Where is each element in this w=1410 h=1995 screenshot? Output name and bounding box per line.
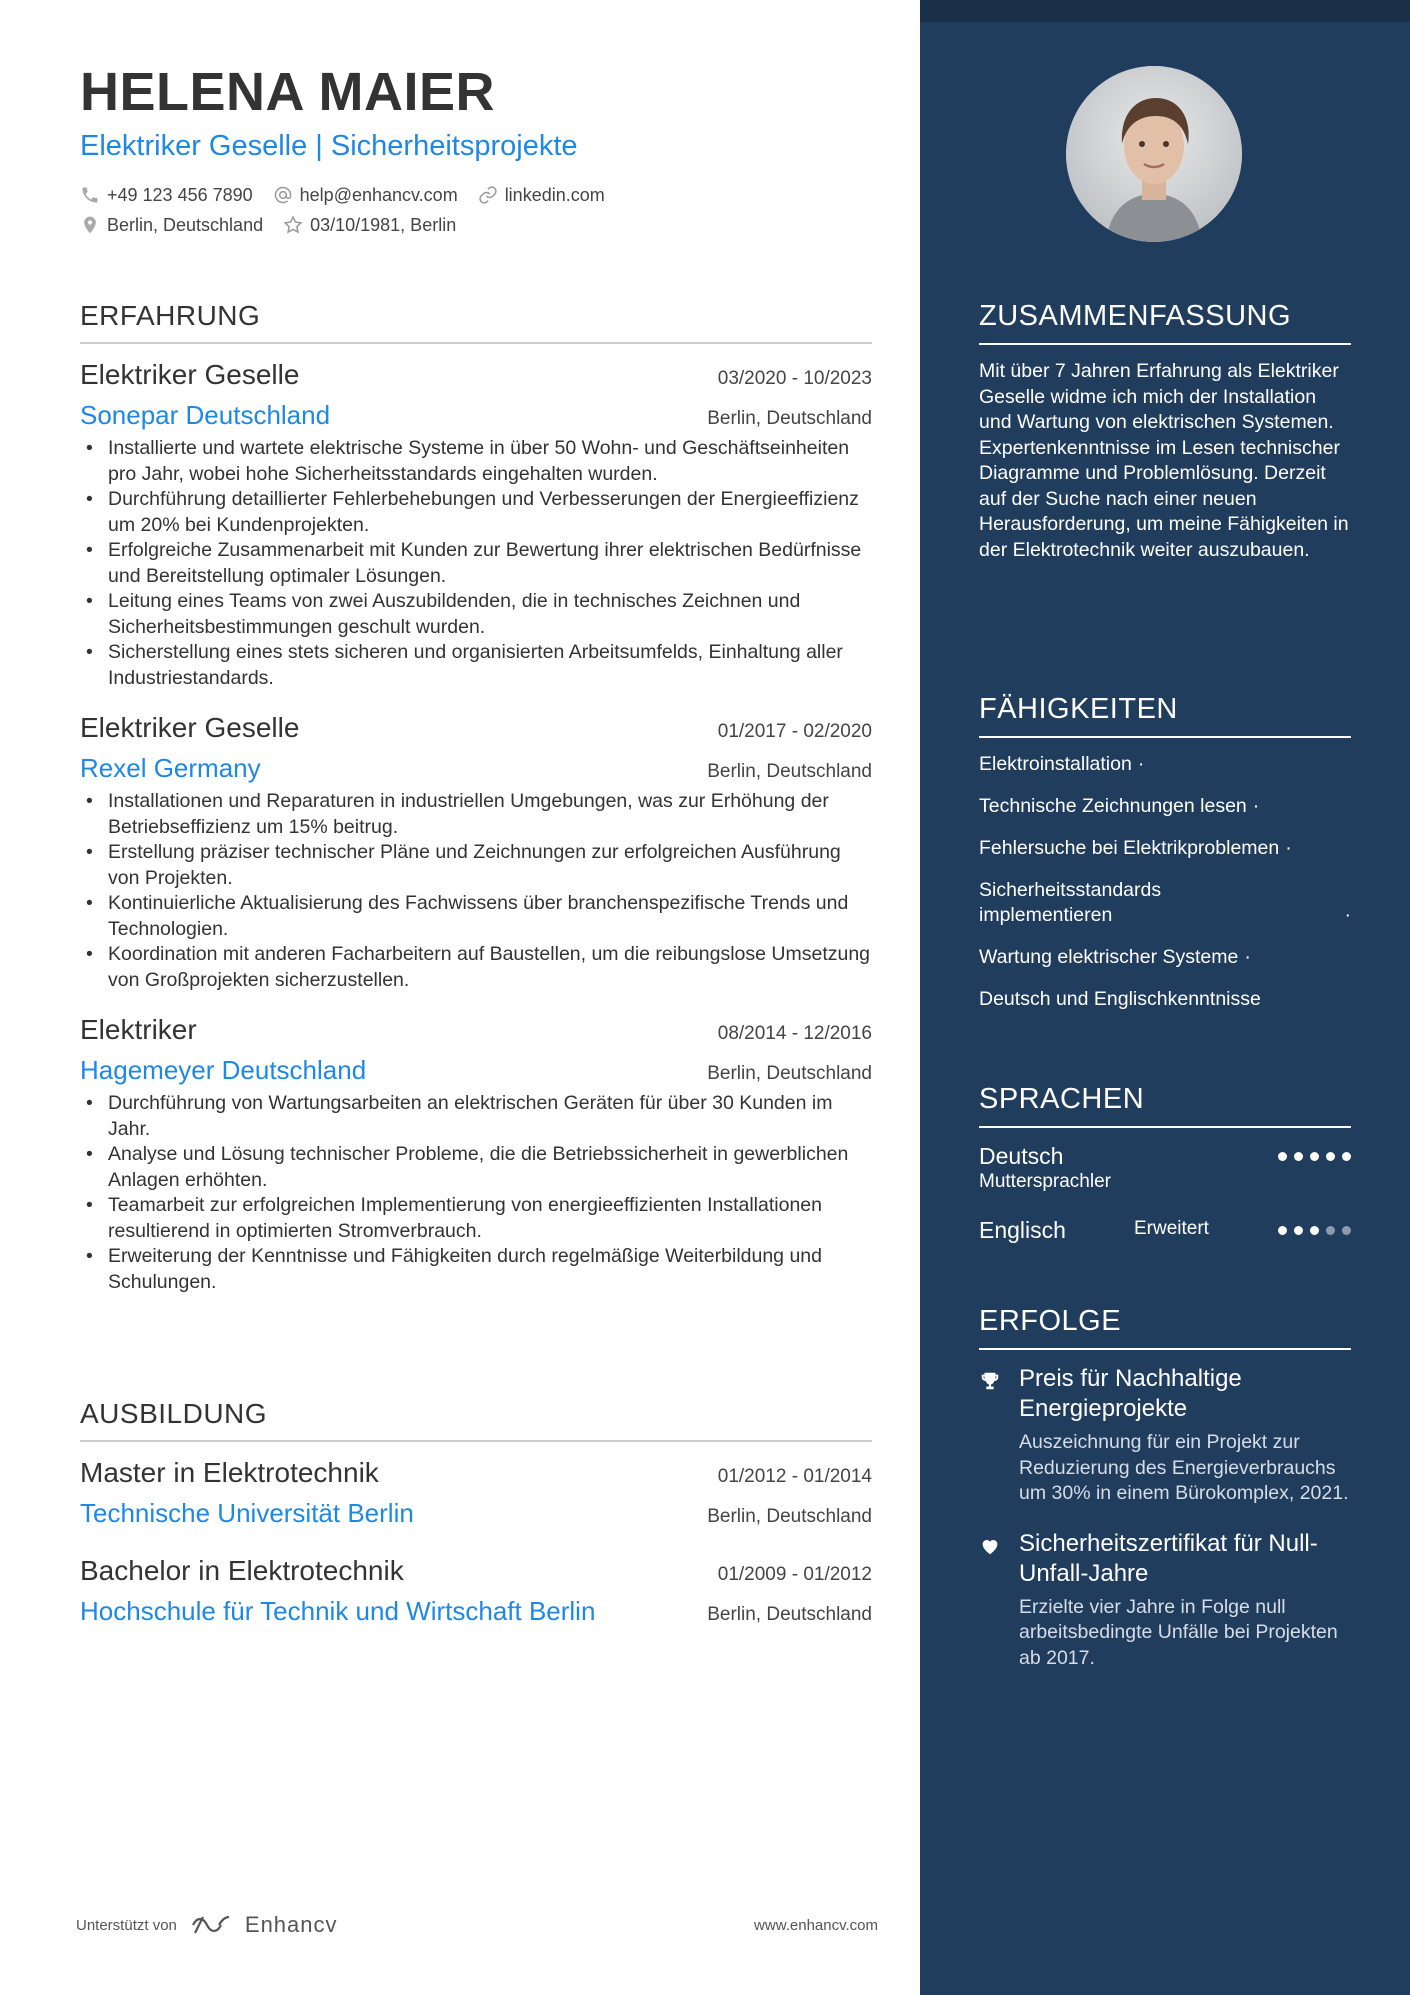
degree-title: Master in Elektrotechnik xyxy=(80,1457,379,1488)
candidate-name: HELENA MAIER xyxy=(80,62,496,122)
achievement-desc: Erzielte vier Jahre in Folge null arbeitsbedingte Unfälle bei Projekten ab 2017. xyxy=(1019,1595,1338,1669)
birth-contact xyxy=(283,215,456,236)
skill-label: Sicherheitsstandards implementieren xyxy=(979,879,1162,926)
language-rating xyxy=(1278,1226,1351,1235)
rating-dot-empty xyxy=(1342,1226,1351,1235)
skill-label: Wartung elektrischer Systeme xyxy=(979,946,1239,968)
language-item xyxy=(979,1142,1351,1194)
rating-dot-filled xyxy=(1278,1226,1287,1235)
summary-heading: ZUSAMMENFASSUNG xyxy=(979,300,1351,345)
languages-heading: SPRACHEN xyxy=(979,1083,1351,1128)
skill-label: Elektroinstallation xyxy=(979,753,1132,775)
contact-info xyxy=(80,180,872,240)
page-footer xyxy=(76,1912,878,1938)
experience-entry xyxy=(80,356,872,691)
footer-url[interactable]: www.enhancv.com xyxy=(754,1916,878,1934)
heart-icon xyxy=(979,1535,1001,1557)
rating-dot-filled xyxy=(1310,1152,1319,1161)
degree-title: Bachelor in Elektrotechnik xyxy=(80,1555,404,1586)
profile-photo-icon xyxy=(1066,66,1242,242)
education-section xyxy=(80,1398,872,1646)
rating-dot-filled xyxy=(1278,1152,1287,1161)
skill-item xyxy=(979,794,1351,819)
language-item xyxy=(979,1216,1351,1244)
candidate-title: Elektriker Geselle | Sicherheitsprojekte xyxy=(80,130,578,162)
enhancv-logo-icon xyxy=(189,1913,237,1937)
bullet-item: • Leitung eines Teams von zwei Auszubildenden, die in technisches Zeichnen und Sicherheitsbestimmungen geschult wurden. xyxy=(80,589,872,640)
job-bullets xyxy=(80,1091,872,1295)
skills-section xyxy=(979,693,1351,1029)
email-contact[interactable] xyxy=(273,185,458,206)
bullet-item: • Erstellung präziser technischer Pläne und Zeichnungen zur erfolgreichen Ausführung von Projekten. xyxy=(80,840,872,891)
powered-by xyxy=(76,1912,338,1938)
trophy-icon xyxy=(979,1370,1001,1392)
job-role: Elektriker Geselle xyxy=(80,712,300,743)
star-icon xyxy=(283,215,303,235)
bullet-item: • Installationen und Reparaturen in industriellen Umgebungen, was zur Erhöhung der Betriebseffizienz um 15% beitrug. xyxy=(80,789,872,840)
linkedin-text: linkedin.com xyxy=(504,184,605,205)
job-bullets xyxy=(80,436,872,691)
location-text: Berlin, Deutschland xyxy=(107,214,264,235)
birth-text: 03/10/1981, Berlin xyxy=(310,214,457,235)
achievement-title: Preis für Nachhaltige Energieprojekte xyxy=(1019,1365,1242,1422)
education-heading: AUSBILDUNG xyxy=(80,1398,872,1442)
achievement-title: Sicherheitszertifikat für Null-Unfall-Jahre xyxy=(1019,1529,1318,1587)
skill-separator: · xyxy=(1344,904,1351,926)
degree-date: 01/2009 - 01/2012 xyxy=(717,1564,872,1585)
bullet-item: • Erfolgreiche Zusammenarbeit mit Kunden zur Bewertung ihrer elektrischen Bedürfnisse und Bereitstellung optimaler Lösungen. xyxy=(80,538,872,589)
bullet-item: • Analyse und Lösung technischer Probleme, die die Betriebssicherheit in gewerblichen Anlagen erhöhten. xyxy=(80,1142,872,1193)
sidebar xyxy=(920,0,1410,1995)
job-role: Elektriker Geselle xyxy=(80,359,300,390)
linkedin-contact[interactable] xyxy=(478,185,605,206)
rating-dot-filled xyxy=(1310,1226,1319,1235)
brand-name: Enhancv xyxy=(244,1912,338,1937)
rating-dot-filled xyxy=(1294,1152,1303,1161)
job-bullets xyxy=(80,789,872,993)
powered-by-text: Unterstützt von xyxy=(76,1916,177,1934)
language-name: Englisch xyxy=(979,1217,1066,1243)
at-icon xyxy=(273,185,293,205)
summary-text: Mit über 7 Jahren Erfahrung als Elektriker Geselle widme ich mich der Installation und Wartung von elektrischen Systemen. Expertenkenntnisse im Lesen technischer Diagramme und Problemlösung. Derzeit auf der Suche nach einer neuen Herausforderung, um meine Fähigkeiten in der Elektrotechnik weiter auszubauen. xyxy=(979,360,1349,561)
bullet-item: • Erweiterung der Kenntnisse und Fähigkeiten durch regelmäßige Weiterbildung und Schulungen. xyxy=(80,1244,872,1295)
language-name: Deutsch xyxy=(979,1143,1064,1169)
experience-entry xyxy=(80,709,872,993)
phone-contact xyxy=(80,185,253,206)
sidebar-top-bar xyxy=(920,0,1410,22)
phone-icon xyxy=(80,185,100,205)
achievement-item xyxy=(979,1364,1351,1507)
skill-separator: · xyxy=(1285,837,1292,859)
language-rating xyxy=(1278,1152,1351,1161)
avatar xyxy=(1066,66,1242,242)
language-level: Muttersprachler xyxy=(979,1171,1111,1192)
school-name: Hochschule für Technik und Wirtschaft Berlin xyxy=(80,1596,596,1626)
location-pin-icon xyxy=(80,215,100,235)
job-location: Berlin, Deutschland xyxy=(707,1063,872,1084)
bullet-item: • Koordination mit anderen Facharbeitern auf Baustellen, um die reibungslose Umsetzung von Großprojekten sicherzustellen. xyxy=(80,942,872,993)
skill-separator: · xyxy=(1244,946,1251,968)
phone-text: +49 123 456 7890 xyxy=(107,184,253,205)
link-icon xyxy=(478,185,498,205)
experience-section xyxy=(80,300,872,1313)
achievement-item xyxy=(979,1529,1351,1672)
rating-dot-filled xyxy=(1342,1152,1351,1161)
location-contact xyxy=(80,215,263,236)
skill-label: Fehlersuche bei Elektrikproblemen xyxy=(979,837,1280,859)
education-entry xyxy=(80,1454,872,1530)
skill-item xyxy=(979,878,1351,928)
experience-entry xyxy=(80,1011,872,1295)
achievement-desc: Auszeichnung für ein Projekt zur Reduzierung des Energieverbrauchs um 30% in einem Bürokomplex, 2021. xyxy=(1019,1431,1349,1504)
education-entry xyxy=(80,1552,872,1628)
bullet-item: • Kontinuierliche Aktualisierung des Fachwissens über branchenspezifische Trends und Technologien. xyxy=(80,891,872,942)
skill-separator: · xyxy=(1137,753,1145,775)
degree-date: 01/2012 - 01/2014 xyxy=(717,1466,872,1487)
summary-section xyxy=(979,300,1351,563)
skill-label: Deutsch und Englischkenntnisse xyxy=(979,988,1261,1010)
language-level: Erweitert xyxy=(1134,1218,1209,1239)
bullet-item: • Durchführung von Wartungsarbeiten an elektrischen Geräten für über 30 Kunden im Jahr. xyxy=(80,1091,872,1142)
skill-item xyxy=(979,945,1351,970)
bullet-item: • Teamarbeit zur erfolgreichen Implementierung von energieeffizienten Installationen resultierend in optimierten Stromverbrauch. xyxy=(80,1193,872,1244)
resume-header xyxy=(80,60,872,240)
job-date: 08/2014 - 12/2016 xyxy=(717,1023,872,1044)
job-company: Rexel Germany xyxy=(80,753,261,783)
job-role: Elektriker xyxy=(80,1014,197,1045)
skill-item xyxy=(979,836,1351,861)
bullet-item: • Installierte und wartete elektrische Systeme in über 50 Wohn- und Geschäftseinheiten pro Jahr, wobei hohe Sicherheitsstandards eingehalten wurden. xyxy=(80,436,872,487)
job-location: Berlin, Deutschland xyxy=(707,408,872,429)
languages-section xyxy=(979,1083,1351,1266)
rating-dot-filled xyxy=(1294,1226,1303,1235)
school-name: Technische Universität Berlin xyxy=(80,1498,414,1528)
school-location: Berlin, Deutschland xyxy=(707,1604,872,1625)
achievements-section xyxy=(979,1305,1351,1693)
skill-label: Technische Zeichnungen lesen xyxy=(979,795,1247,817)
skill-item xyxy=(979,752,1351,777)
job-company: Hagemeyer Deutschland xyxy=(80,1055,367,1085)
rating-dot-filled xyxy=(1326,1152,1335,1161)
skill-separator: · xyxy=(1252,795,1260,817)
rating-dot-empty xyxy=(1326,1226,1335,1235)
skills-heading: FÄHIGKEITEN xyxy=(979,693,1351,738)
skill-item xyxy=(979,987,1351,1012)
experience-heading: ERFAHRUNG xyxy=(80,300,872,344)
bullet-item: • Durchführung detaillierter Fehlerbehebungen und Verbesserungen der Energieeffizienz um 20% bei Kundenprojekten. xyxy=(80,487,872,538)
email-text: help@enhancv.com xyxy=(299,184,458,205)
job-location: Berlin, Deutschland xyxy=(707,761,872,782)
school-location: Berlin, Deutschland xyxy=(707,1506,872,1527)
achievements-heading: ERFOLGE xyxy=(979,1305,1351,1350)
job-date: 03/2020 - 10/2023 xyxy=(717,368,872,389)
job-date: 01/2017 - 02/2020 xyxy=(717,721,872,742)
bullet-item: • Sicherstellung eines stets sicheren und organisierten Arbeitsumfelds, Einhaltung aller Industriestandards. xyxy=(80,640,872,691)
job-company: Sonepar Deutschland xyxy=(80,400,331,430)
